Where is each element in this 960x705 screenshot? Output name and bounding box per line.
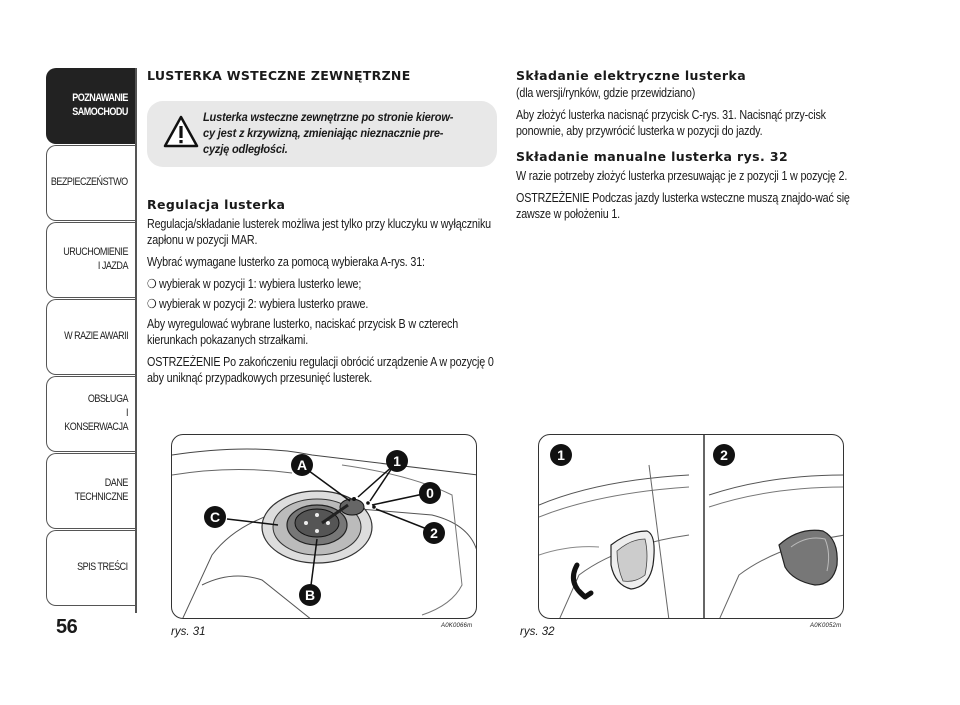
position-1-label: 1 (557, 447, 565, 463)
callout-c-label: C (209, 509, 221, 525)
tab-w-razie-awarii[interactable]: W RAZIE AWARII (46, 299, 136, 375)
tab-uruchomienie-i-jazda[interactable]: URUCHOMIENIE I JAZDA (46, 222, 136, 298)
right-column (516, 68, 868, 228)
paragraph-warning-reset: OSTRZEŻENIE Po zakończeniu regulacji obrócić urządzenie A w pozycję 0 aby uniknąć przypadkowych przesunięć lusterek. (147, 355, 494, 385)
callout-b-label: B (304, 587, 316, 603)
page-number: 56 (56, 616, 78, 638)
manual-fold-title: Składanie manualne lusterka rys. 32 (516, 149, 789, 164)
bullet-glyph: ❍ (147, 297, 157, 311)
adjust-title: Regulacja lusterka (147, 197, 286, 212)
warning-text: Lusterka wsteczne zewnętrzne po stronie kierow- cy jest z krzywizną, zmieniając nieznacznie pre- cyzję odległości. (203, 110, 454, 156)
tab-divider (135, 68, 137, 613)
figure-31-caption: rys. 31 (171, 626, 206, 638)
electric-fold-note: (dla wersji/rynków, gdzie przewidziano) (516, 86, 696, 100)
tab-poznawanie-samochodu[interactable]: POZNAWANIE SAMOCHODU (46, 68, 136, 144)
paragraph-ignition: Regulacja/składanie lusterek możliwa jest tylko przy kluczyku w wyłączniku zapłonu w pozycji MAR. (147, 217, 491, 247)
manual-fold-warning: OSTRZEŻENIE Podczas jazdy lusterka wsteczne muszą znajdo-wać się zawsze w położeniu 1. (516, 191, 850, 221)
list-item: ❍ wybierak w pozycji 1: wybiera lusterko lewe; (147, 277, 362, 291)
figure-31 (171, 434, 477, 619)
electric-fold-paragraph: Aby złożyć lusterka nacisnąć przycisk C-rys. 31. Nacisnąć przy-cisk ponownie, aby przywrócić lusterka w pozycji do jazdy. (516, 108, 826, 138)
warning-box (147, 101, 497, 167)
bullet-glyph: ❍ (147, 277, 157, 291)
callout-1-label: 1 (393, 453, 401, 469)
mirror-fold-illustration (539, 435, 844, 619)
electric-fold-title: Składanie elektryczne lusterka (516, 68, 747, 83)
position-2-label: 2 (720, 447, 728, 463)
manual-fold-paragraph: W razie potrzeby złożyć lusterka przesuwając je z pozycji 1 w pozycję 2. (516, 169, 848, 183)
figure-32 (538, 434, 844, 619)
mirror-control-illustration (172, 435, 477, 619)
warning-triangle-icon (163, 115, 199, 149)
tab-spis-tresci[interactable]: SPIS TREŚCI (46, 530, 136, 606)
paragraph-selector: Wybrać wymagane lusterko za pomocą wybieraka A-rys. 31: (147, 255, 425, 269)
callout-0-label: 0 (426, 485, 434, 501)
figure-31-code: A0K0066m (441, 623, 473, 629)
rotate-arrow-icon (573, 565, 591, 597)
tab-bezpieczenstwo[interactable]: BEZPIECZEŃSTWO (46, 145, 136, 221)
figure-32-code: A0K0052m (810, 623, 842, 629)
callout-a-label: A (296, 457, 308, 473)
section-title: LUSTERKA WSTECZNE ZEWNĘTRZNE (147, 68, 411, 83)
tab-dane-techniczne[interactable]: DANE TECHNICZNE (46, 453, 136, 529)
left-column (147, 68, 497, 392)
callout-2-label: 2 (430, 525, 438, 541)
figure-32-caption: rys. 32 (520, 626, 555, 638)
paragraph-adjust: Aby wyregulować wybrane lusterko, naciskać przycisk B w czterech kierunkach pokazanych strzałkami. (147, 317, 459, 347)
list-item: ❍ wybierak w pozycji 2: wybiera lusterko prawe. (147, 297, 369, 311)
tab-obsluga-i-konserwacja[interactable]: OBSŁUGA I KONSERWACJA (46, 376, 136, 452)
selector-list (147, 276, 497, 312)
